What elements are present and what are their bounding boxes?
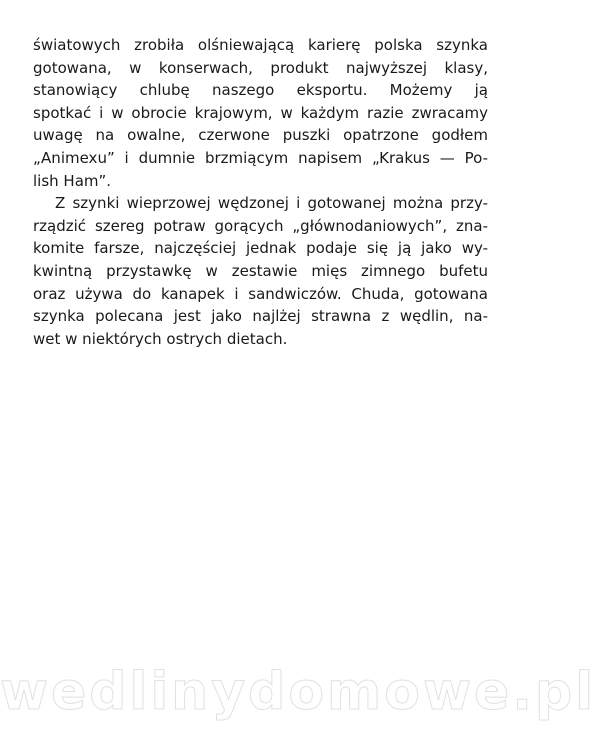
text-line: kwintną przystawkę w zestawie mięs zimnego bufetu xyxy=(33,261,488,280)
text-line: „Animexu” i dumnie brzmiącym napisem „Krakus — Po- xyxy=(33,148,488,167)
text-line: uwagę na owalne, czerwone puszki opatrzone godłem xyxy=(33,126,488,145)
text-line: Z szynki wieprzowej wędzonej i gotowanej można przy- xyxy=(55,194,488,213)
paragraph-2 xyxy=(33,192,488,350)
text-line: wet w niektórych ostrych dietach. xyxy=(33,329,288,348)
text-line: spotkać i w obrocie krajowym, w każdym razie zwracamy xyxy=(33,103,488,122)
text-line: światowych zrobiła olśniewającą karierę polska szynka xyxy=(33,36,488,54)
text-line: lish Ham”. xyxy=(33,171,112,190)
text-line: stanowiący chlubę naszego eksportu. Możemy ją xyxy=(33,81,488,100)
text-line: szynka polecana jest jako najlżej strawna z wędlin, na- xyxy=(33,307,488,326)
text-line: komite farsze, najczęściej jednak podaje się ją jako wy- xyxy=(33,239,488,258)
watermark: wedlinydomowe.pl xyxy=(0,662,596,722)
text-line: rządzić szereg potraw gorących „głównodaniowych”, zna- xyxy=(33,216,488,235)
text-line: oraz używa do kanapek i sandwiczów. Chuda, gotowana xyxy=(33,284,488,303)
body-text xyxy=(33,34,488,350)
text-line: gotowana, w konserwach, produkt najwyższej klasy, xyxy=(33,58,488,77)
paragraph-1 xyxy=(33,34,488,192)
